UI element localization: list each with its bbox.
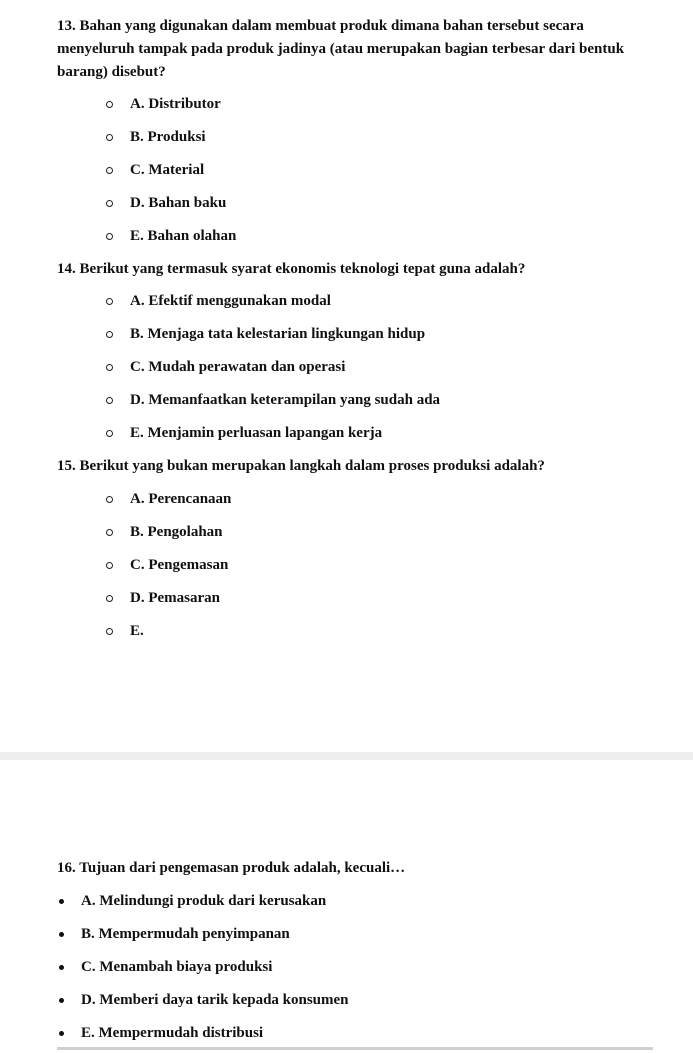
q13-option-d-label: D. Bahan baku: [130, 194, 227, 211]
q16-option-d-label: D. Memberi daya tarik kepada konsumen: [81, 991, 349, 1008]
bullet-icon: [59, 899, 64, 904]
question-16-text: 16. Tujuan dari pengemasan produk adalah, kecuali…: [57, 860, 406, 876]
q16-option-c-label: C. Menambah biaya produksi: [81, 958, 273, 975]
q14-option-b-label: B. Menjaga tata kelestarian lingkungan hidup: [130, 325, 426, 342]
q16-option-a: [57, 890, 326, 912]
radio-icon[interactable]: [106, 430, 113, 437]
q15-option-e-label: E.: [130, 622, 144, 639]
q13-option-a[interactable]: [106, 93, 221, 115]
radio-icon[interactable]: [106, 496, 113, 503]
radio-icon[interactable]: [106, 628, 113, 635]
q14-option-b[interactable]: [106, 323, 425, 345]
q15-option-d[interactable]: [106, 587, 220, 609]
q13-option-d[interactable]: [106, 192, 226, 214]
q14-option-c-label: C. Mudah perawatan dan operasi: [130, 358, 346, 375]
question-14: [57, 258, 677, 281]
bullet-icon: [59, 998, 64, 1003]
radio-icon[interactable]: [106, 167, 113, 174]
q16-option-d: [57, 989, 349, 1011]
question-14-text: 14. Berikut yang termasuk syarat ekonomis teknologi tepat guna adalah?: [57, 261, 526, 277]
bullet-icon: [59, 932, 64, 937]
q14-option-e[interactable]: [106, 422, 382, 444]
radio-icon[interactable]: [106, 134, 113, 141]
bullet-icon: [59, 1031, 64, 1036]
bottom-rule: [57, 1047, 653, 1050]
q16-option-a-label: A. Melindungi produk dari kerusakan: [81, 892, 327, 909]
q16-option-b: [57, 923, 290, 945]
q16-option-e-label: E. Mempermudah distribusi: [81, 1024, 264, 1041]
question-13: [57, 15, 657, 84]
q15-option-a-label: A. Perencanaan: [130, 490, 232, 507]
q13-option-c-label: C. Material: [130, 161, 205, 178]
q15-option-d-label: D. Pemasaran: [130, 589, 220, 606]
q16-option-b-label: B. Mempermudah penyimpanan: [81, 925, 290, 942]
q15-option-e[interactable]: [106, 620, 144, 642]
radio-icon[interactable]: [106, 101, 113, 108]
q13-option-c[interactable]: [106, 159, 204, 181]
q13-option-b-label: B. Produksi: [130, 128, 206, 145]
q14-option-d-label: D. Memanfaatkan keterampilan yang sudah ada: [130, 391, 441, 408]
radio-icon[interactable]: [106, 562, 113, 569]
q15-option-b[interactable]: [106, 521, 223, 543]
radio-icon[interactable]: [106, 331, 113, 338]
q14-option-d[interactable]: [106, 389, 440, 411]
section-divider: [0, 752, 693, 760]
q15-option-c-label: C. Pengemasan: [130, 556, 229, 573]
radio-icon[interactable]: [106, 298, 113, 305]
q14-option-e-label: E. Menjamin perluasan lapangan kerja: [130, 424, 383, 441]
q14-option-c[interactable]: [106, 356, 345, 378]
question-13-text: 13. Bahan yang digunakan dalam membuat produk dimana bahan tersebut secara menyeluruh tampak pada produk jadinya (atau merupakan bagian terbesar dari bentuk barang) disebut?: [57, 18, 625, 80]
q15-option-b-label: B. Pengolahan: [130, 523, 223, 540]
q16-option-c: [57, 956, 272, 978]
radio-icon[interactable]: [106, 529, 113, 536]
radio-icon[interactable]: [106, 364, 113, 371]
radio-icon[interactable]: [106, 397, 113, 404]
q13-option-b[interactable]: [106, 126, 206, 148]
radio-icon[interactable]: [106, 200, 113, 207]
q13-option-a-label: A. Distributor: [130, 95, 221, 112]
q13-option-e[interactable]: [106, 225, 236, 247]
question-15-text: 15. Berikut yang bukan merupakan langkah dalam proses produksi adalah?: [57, 458, 545, 474]
bullet-icon: [59, 965, 64, 970]
q16-option-e: [57, 1022, 263, 1044]
q15-option-a[interactable]: [106, 488, 231, 510]
question-15: [57, 455, 677, 478]
q13-option-e-label: E. Bahan olahan: [130, 227, 237, 244]
q14-option-a-label: A. Efektif menggunakan modal: [130, 292, 331, 309]
radio-icon[interactable]: [106, 233, 113, 240]
question-16: [57, 857, 677, 880]
q14-option-a[interactable]: [106, 290, 331, 312]
q15-option-c[interactable]: [106, 554, 228, 576]
radio-icon[interactable]: [106, 595, 113, 602]
